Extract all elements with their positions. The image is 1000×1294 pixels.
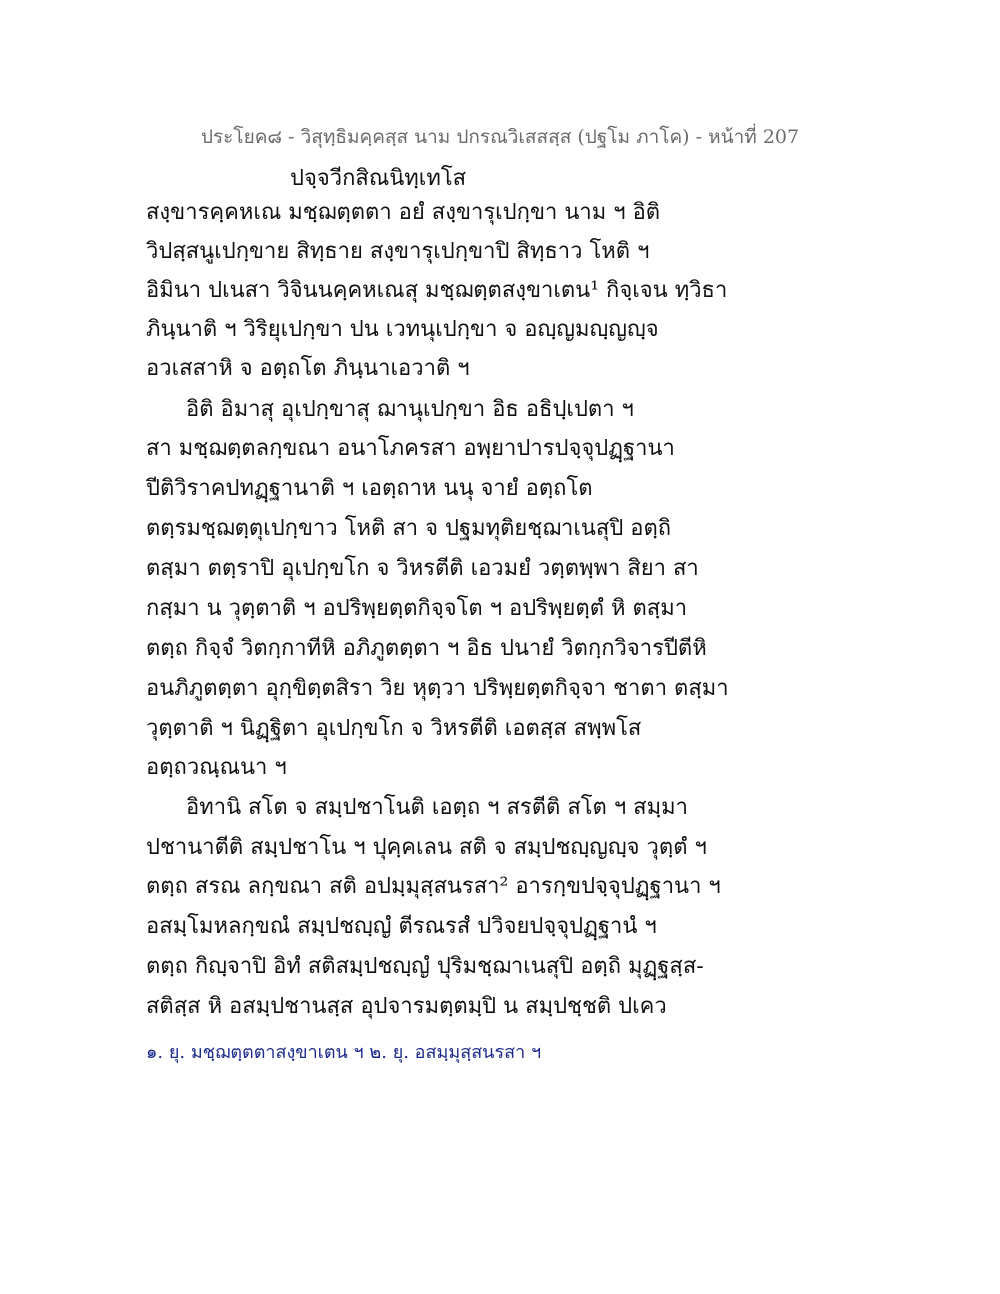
text-line: อตฺถวณฺณนา ฯ [146,755,287,780]
text-line: อวเสสาหิ จ อตฺถโต ภินฺนาเอวาติ ฯ [146,356,470,381]
text-line: ปีติวิราคปทฏฺฐานาติ ฯ เอตฺถาห นนุ จายํ อตฺถโต [146,476,593,501]
text-line: อนภิภูตตฺตา อุกฺขิตฺตสิรา วิย หุตฺวา ปริพฺยตฺตกิจฺจา ชาตา ตสฺมา [146,676,729,701]
text-line: ปชานาตีติ สมฺปชาโน ฯ ปุคฺคเลน สติ จ สมฺปชญฺญญฺจ วุตฺตํ ฯ [146,835,707,860]
text-line: สติสฺส หิ อสมฺปชานสฺส อุปจารมตฺตมฺปิ น สมฺปชฺชติ ปเคว [146,994,667,1019]
text-line: ตสฺมา ตตฺราปิ อุเปกฺขโก จ วิหรตีติ เอวมยํ วตฺตพฺพา สิยา สา [146,556,699,581]
section-heading: ปจฺจวีกสิณนิทฺเทโส [290,166,467,191]
text-line: วุตฺตาติ ฯ นิฏฺฐิตา อุเปกฺขโก จ วิหรตีติ เอตสฺส สพฺพโส [146,716,642,741]
text-line: อิมินา ปเนสา วิจินนคฺคหเณสุ มชฺฌตฺตสงฺขาเตน¹ กิจฺเจน ทฺวิธา [146,278,728,303]
text-line: วิปสฺสนูเปกฺขาย สิทฺธาย สงฺขารุเปกฺขาปิ สิทฺธาว โหติ ฯ [146,239,650,264]
text-line: สงฺขารคฺคหเณ มชฺฌตฺตตา อยํ สงฺขารุเปกฺขา นาม ฯ อิติ [146,200,661,225]
text-line: อิติ อิมาสุ อุเปกฺขาสุ ฌานุเปกฺขา อิธ อธิปฺเปตา ฯ [186,397,634,422]
text-line: ตตฺถ สรณ ลกฺขณา สติ อปมฺมุสฺสนรสา² อารกฺขปจฺจุปฏฺฐานา ฯ [146,874,721,899]
text-line: ตตฺรมชฺฌตฺตุเปกฺขาว โหติ สา จ ปฐมทุติยชฺฌาเนสุปิ อตฺถิ [146,516,672,541]
text-line: ตตฺถ กิญฺจาปิ อิทํ สติสมฺปชญฺญํ ปุริมชฺฌาเนสุปิ อตฺถิ มุฏฺฐสฺส- [146,954,704,979]
text-line: อสมฺโมหลกฺขณํ สมฺปชญฺญํ ตีรณรสํ ปวิจยปจฺจุปฏฺฐานํ ฯ [146,914,657,939]
text-line: ตตฺถ กิจฺจํ วิตกฺกาทีหิ อภิภูตตฺตา ฯ อิธ ปนายํ วิตกฺกวิจารปีตีหิ [146,636,707,661]
footnote: ๑. ยุ. มชฺฌตฺตตาสงฺขาเตน ฯ ๒. ยุ. อสมฺมุสฺสนรสา ฯ [146,1042,542,1063]
text-line: ภินฺนาติ ฯ วิริยุเปกฺขา ปน เวทนุเปกฺขา จ อญฺญมญฺญญฺจ [146,317,659,342]
page-header: ประโยค๘ - วิสุทฺธิมคฺคสฺส นาม ปกรณวิเสสสฺส (ปฐโม ภาโค) - หน้าที่ 207 [200,126,800,148]
text-line: สา มชฺฌตฺตลกฺขณา อนาโภครสา อพฺยาปารปจฺจุปฏฺฐานา [146,436,675,461]
text-line: กสฺมา น วุตฺตาติ ฯ อปริพฺยตฺตกิจฺจโต ฯ อปริพฺยตฺตํ หิ ตสฺมา [146,596,688,621]
text-line: อิทานิ สโต จ สมฺปชาโนติ เอตฺถ ฯ สรตีติ สโต ฯ สมฺมา [186,795,688,820]
